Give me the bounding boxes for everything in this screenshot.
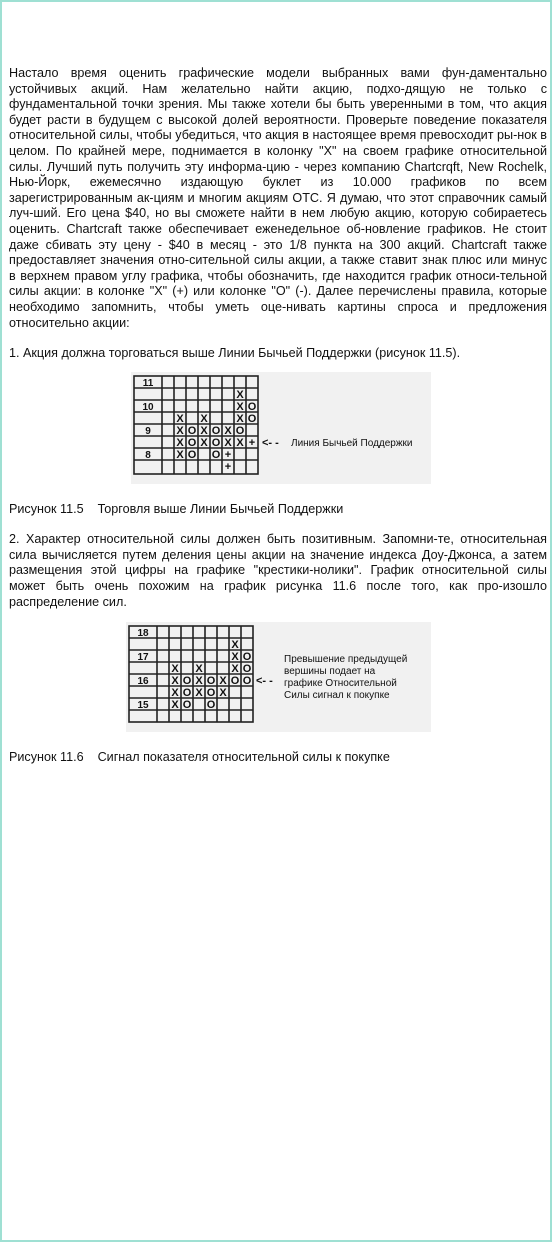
arrow-left-icon: <- - — [262, 436, 279, 449]
svg-text:X: X — [236, 400, 244, 413]
price-label-8: 8 — [145, 449, 151, 461]
svg-text:X: X — [219, 675, 227, 688]
svg-text:O: O — [242, 663, 252, 676]
figure-11-6 — [9, 622, 547, 740]
svg-text:X: X — [224, 424, 232, 437]
svg-text:X: X — [176, 412, 184, 425]
svg-text:O: O — [242, 675, 252, 688]
svg-text:O: O — [235, 424, 245, 437]
point-figure-chart-11-5 — [131, 372, 431, 492]
svg-text:X: X — [171, 699, 179, 712]
svg-text:X: X — [231, 663, 239, 676]
svg-text:O: O — [182, 699, 192, 712]
svg-text:X: X — [176, 424, 184, 437]
figure-11-5-caption: Рисунок 11.5 Торговля выше Линии Бычьей Поддержки — [9, 501, 344, 516]
svg-text:Силы сигнал к покупке: Силы сигнал к покупке — [284, 690, 390, 702]
svg-text:O: O — [206, 687, 216, 700]
svg-text:вершины подает на: вершины подает на — [284, 666, 376, 678]
svg-text:O: O — [247, 412, 257, 425]
svg-text:+: + — [224, 448, 232, 461]
buy-signal-annotation — [284, 654, 407, 701]
svg-text:O: O — [187, 424, 197, 437]
svg-text:X: X — [224, 436, 232, 449]
point-figure-chart-11-6 — [126, 622, 431, 740]
rule-1-paragraph: 1. Акция должна торговаться выше Линии Бычьей Поддержки (рисунок 11.5). — [9, 346, 461, 361]
intro-paragraph: Настало время оценить графические модели выбранных вами фун-даментально устойчивых акций. Нам желательно найти акцию, подхо-дящую не только с фундаментальной точки зрения. Мы также хотели бы быть уверенными в том, что акция будет расти в будущем с высокой долей вероятности. Проверьте поведение показателя относительной силы, чтобы убедиться, что акция в настоящее время превосходит ры-нок в целом. По крайней мере, поднимается в колонку "X" на своем графике относительной силы. Лучший путь получить эту информа-цию - через компанию Chartcrqft, New Rochelk, Нью-Йорк, ежемесячно издающую буклет из 10.000 графиков по всем зарегистрированным ак-циям и многим акциям ОТС. Я думаю, что этот справочник самый луч-ший. Его цена $40, но вы сможете найти в нем любую акцию, которую собираетесь оценить. Chartcraft также обеспечивает еженедельное об-новление графиков. Не стоит даже сбивать эту цену - $40 в месяц - это 1/8 пункта на 300 акций. Chartcraft также предоставляет значения отно-сительной силы акции, а также ставит знак плюс или минус в верхнем правом углу графика, чтобы обозначить, где находится график относи-тельной силы акции: в колонке "X" (+) или колонке "О" (-). Далее перечислены правила, которые необходимо запомнить, чтобы уметь оце-нивать картины спроса и предложения относительно акции: — [9, 66, 547, 330]
svg-text:X: X — [195, 663, 203, 676]
svg-text:X: X — [236, 436, 244, 449]
svg-text:X: X — [171, 675, 179, 688]
svg-text:графике Относительной: графике Относительной — [284, 678, 397, 690]
svg-text:O: O — [211, 448, 221, 461]
svg-text:X: X — [236, 412, 244, 425]
svg-text:Превышение предыдущей: Превышение предыдущей — [284, 654, 408, 666]
svg-text:O: O — [182, 687, 192, 700]
svg-text:O: O — [242, 651, 252, 664]
svg-text:X: X — [171, 687, 179, 700]
price-label-17: 17 — [137, 652, 149, 664]
price-label-11: 11 — [142, 377, 154, 389]
price-label-15: 15 — [137, 700, 149, 712]
price-label-10: 10 — [142, 401, 154, 413]
svg-text:X: X — [176, 448, 184, 461]
svg-text:O: O — [206, 699, 216, 712]
svg-text:O: O — [211, 436, 221, 449]
arrow-left-icon: <- - — [256, 675, 273, 688]
price-label-16: 16 — [137, 676, 149, 688]
svg-text:X: X — [236, 388, 244, 401]
svg-text:O: O — [187, 436, 197, 449]
svg-text:X: X — [171, 663, 179, 676]
svg-text:X: X — [200, 436, 208, 449]
rule-2-paragraph: 2. Характер относительной силы должен быть позитивным. Запомни-те, относительная сила вычисляется путем деления цены акции на значение индекса Доу-Джонса, а затем размещения этой цифры на графике "крестики-нолики". График относительной силы может быть очень похожим на график рисунка 11.6 после того, как про-изошло распределение сил. — [9, 532, 547, 609]
svg-text:X: X — [200, 424, 208, 437]
svg-text:X: X — [231, 651, 239, 664]
svg-text:X: X — [231, 639, 239, 652]
svg-text:+: + — [224, 460, 232, 473]
price-label-9: 9 — [145, 425, 151, 437]
figure-11-5 — [9, 372, 547, 492]
svg-text:O: O — [187, 448, 197, 461]
price-label-18: 18 — [137, 628, 149, 640]
svg-text:X: X — [195, 675, 203, 688]
svg-text:X: X — [219, 687, 227, 700]
article-body — [9, 66, 547, 766]
svg-text:+: + — [248, 436, 256, 449]
figure-11-6-caption: Рисунок 11.6 Сигнал показателя относительной силы к покупке — [9, 750, 390, 765]
svg-text:O: O — [206, 675, 216, 688]
svg-text:X: X — [200, 412, 208, 425]
svg-text:X: X — [176, 436, 184, 449]
svg-text:O: O — [247, 400, 257, 413]
svg-text:O: O — [230, 675, 240, 688]
svg-text:O: O — [182, 675, 192, 688]
bullish-support-annotation: Линия Бычьей Поддержки — [291, 437, 413, 449]
svg-text:O: O — [211, 424, 221, 437]
svg-text:X: X — [195, 687, 203, 700]
